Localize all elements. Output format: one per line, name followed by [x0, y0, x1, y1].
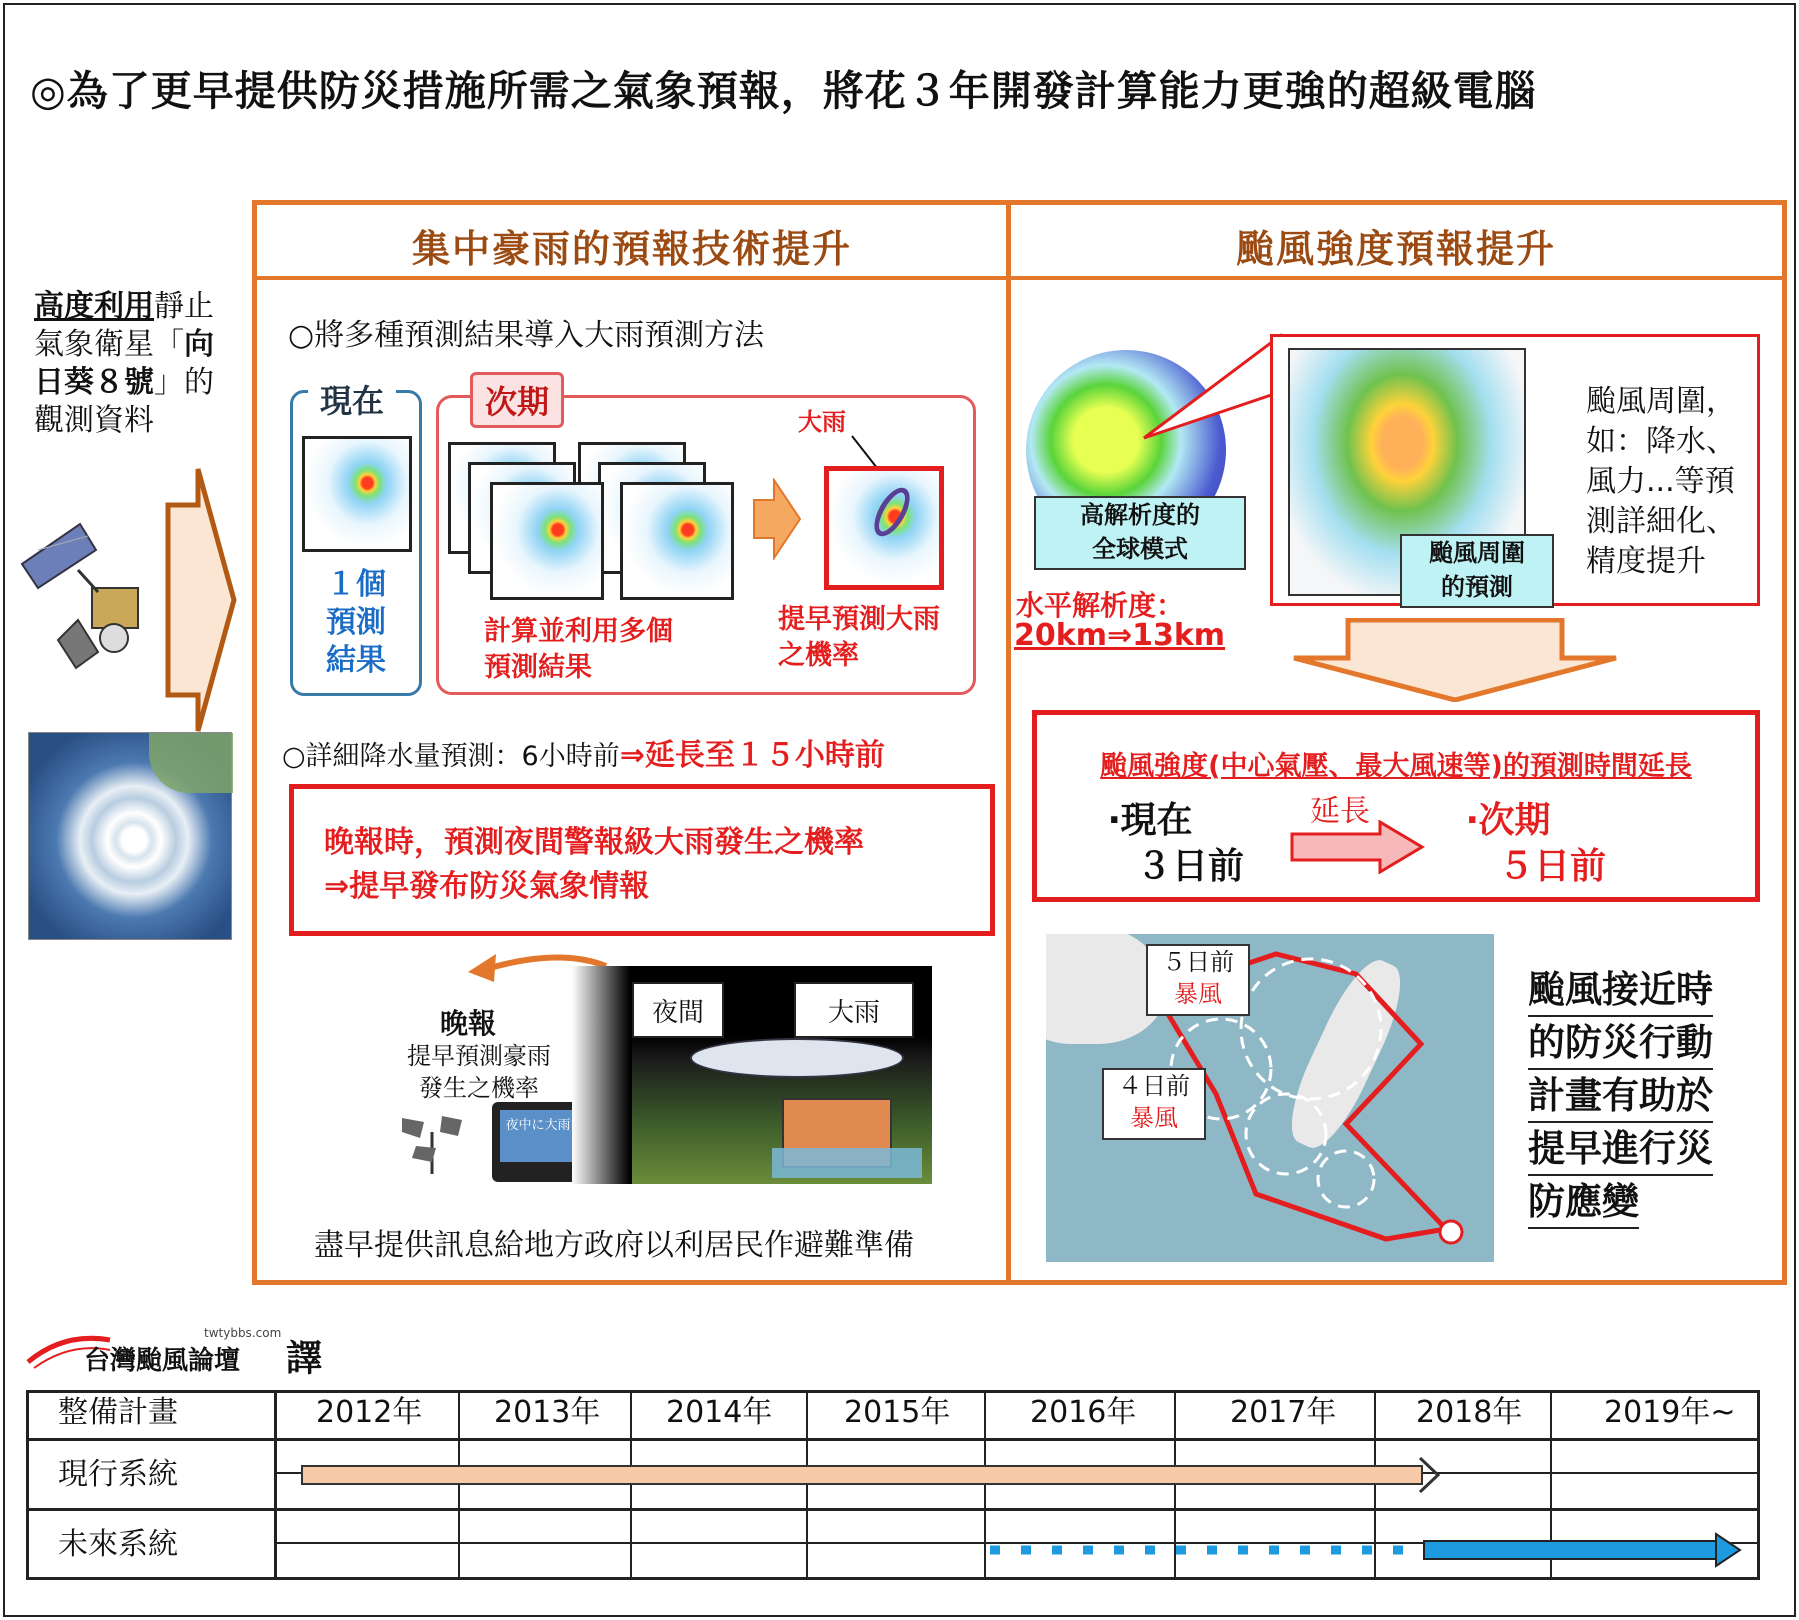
map-5day-text: ５日前 — [1162, 948, 1234, 976]
around-desc-line: 精度提升 — [1586, 544, 1706, 579]
year-2014: 2014年 — [666, 1395, 773, 1430]
year-2012: 2012年 — [316, 1395, 423, 1430]
current-caption-line: 預測 — [326, 605, 386, 640]
bullet2-prefix: ○詳細降水量預測：6小時前 — [282, 741, 620, 772]
page-title: ◎為了更早提供防災措施所需之氣象預報，將花３年開發計算能力更強的超級電腦 — [30, 67, 1537, 115]
right-arrow-icon — [160, 465, 240, 735]
schedule-header: 整備計畫 — [58, 1395, 178, 1430]
extend-arrow-icon — [1290, 820, 1426, 874]
around-desc-line: 測詳細化、 — [1586, 504, 1736, 539]
land-mass — [149, 733, 233, 793]
current-tag: 現在 — [308, 374, 396, 424]
global-model-line: 全球模式 — [1092, 535, 1188, 563]
row-future-system: 未來系統 — [58, 1527, 178, 1562]
logo-suffix: 譯 — [286, 1338, 323, 1379]
cloud-icon — [692, 1040, 902, 1076]
evening-report-sub — [384, 1040, 574, 1104]
map-5day-label — [1146, 944, 1250, 1016]
probability-ellipse — [867, 482, 917, 542]
global-model-line: 高解析度的 — [1080, 501, 1200, 529]
action-line: 計畫有助於 — [1528, 1070, 1713, 1123]
right-arrow-icon — [752, 478, 802, 560]
year-2018: 2018年 — [1416, 1395, 1523, 1430]
speaker-icon — [396, 1112, 466, 1178]
early-prob-line: 提早預測大雨 — [778, 604, 940, 635]
around-pred-line: 的預測 — [1441, 573, 1513, 601]
evening-sub-line: 提早預測豪雨 — [407, 1042, 551, 1070]
evening-line-1: 晚報時，預測夜間警報級大雨發生之機率 — [324, 825, 864, 860]
ensemble-map-5 — [490, 482, 604, 600]
heading-divider — [257, 276, 1782, 280]
heavy-rain-scene-label: 大雨 — [794, 982, 914, 1038]
satellite-use-bold: 高度利用 — [34, 289, 154, 324]
satellite-description — [34, 288, 234, 440]
evening-report-box — [289, 784, 995, 936]
typhoon-section-heading: 颱風強度預報提升 — [1235, 227, 1556, 271]
logo-url: twtybbs.com — [204, 1326, 282, 1340]
future-system-bar — [984, 1530, 1744, 1570]
year-2013: 2013年 — [494, 1395, 601, 1430]
map-4day-sub: 暴風 — [1130, 1104, 1178, 1132]
typhoon-satellite-image — [28, 732, 232, 940]
rain-bottom-caption: 盡早提供訊息給地方政府以利居民作避難準備 — [314, 1228, 914, 1263]
forum-logo — [24, 1326, 324, 1379]
multi-caption-line: 計算並利用多個 — [484, 616, 673, 647]
resolution-label: 水平解析度： — [1016, 589, 1185, 622]
year-2019: 2019年~ — [1604, 1395, 1736, 1430]
flood-water — [772, 1148, 922, 1178]
map-5day-sub: 暴風 — [1174, 980, 1222, 1008]
early-prob-line: 之機率 — [778, 640, 859, 671]
down-arrow-icon — [1290, 618, 1620, 702]
evening-sub-line: 發生之機率 — [419, 1074, 539, 1102]
early-probability-caption — [778, 602, 940, 674]
current-caption-line: 結果 — [326, 643, 386, 678]
multi-caption-line: 預測結果 — [484, 652, 592, 683]
ensemble-map-6 — [620, 482, 734, 600]
extension-title: 颱風強度(中心氣壓、最大風速等)的預測時間延長 — [1100, 751, 1692, 782]
global-model-label — [1034, 496, 1246, 570]
current-value: ３日前 — [1136, 846, 1245, 887]
year-2017: 2017年 — [1230, 1395, 1337, 1430]
action-line: 颱風接近時 — [1528, 964, 1713, 1017]
satellite-name: 向日葵８號 — [34, 327, 214, 400]
tv-screen: 夜中に大雨 — [500, 1110, 576, 1162]
current-caption-line: １個 — [326, 567, 386, 602]
rain-bullet-1: ○將多種預測結果導入大雨預測方法 — [288, 318, 765, 353]
current-caption — [292, 566, 420, 680]
rain-section-heading: 集中豪雨的預報技術提升 — [411, 227, 852, 271]
around-pred-line: 颱風周圍 — [1429, 539, 1525, 567]
night-label: 夜間 — [632, 982, 724, 1038]
bullet2-highlight: ⇒延長至１５小時前 — [619, 738, 885, 773]
action-plan-text — [1528, 964, 1713, 1229]
action-line: 的防災行動 — [1528, 1017, 1713, 1070]
around-desc-line: 如：降水、 — [1586, 424, 1736, 459]
satellite-use-rest: 靜止氣象衛星「 — [34, 289, 214, 362]
year-2016: 2016年 — [1030, 1395, 1137, 1430]
evening-report-title: 晚報 — [440, 1007, 497, 1040]
evening-line-2: ⇒提早發布防災氣象情報 — [324, 869, 650, 904]
multi-forecast-caption — [484, 614, 673, 686]
extend-label: 延長 — [1310, 794, 1370, 829]
section-divider — [1006, 205, 1011, 1280]
rain-probability-map — [824, 466, 944, 590]
single-forecast-map — [302, 436, 412, 552]
resolution-value: 20km⇒13km — [1014, 618, 1226, 653]
heavy-rain-label: 大雨 — [798, 408, 846, 436]
rain-bullet-2 — [282, 730, 885, 774]
map-4day-text: ４日前 — [1118, 1072, 1190, 1100]
next-label: ‧次期 — [1466, 800, 1551, 841]
next-value: ５日前 — [1498, 846, 1607, 887]
logo-text: 台灣颱風論壇 — [84, 1346, 241, 1376]
current-label: ‧現在 — [1108, 800, 1193, 841]
action-line: 防應變 — [1528, 1176, 1639, 1229]
around-desc-line: 颱風周圍， — [1586, 384, 1736, 419]
row-current-system: 現行系統 — [58, 1457, 178, 1492]
satellite-use-end: 」的觀測資料 — [34, 365, 214, 438]
around-pred-label — [1400, 534, 1554, 608]
action-line: 提早進行災 — [1528, 1123, 1713, 1176]
year-2015: 2015年 — [844, 1395, 951, 1430]
next-tag: 次期 — [470, 372, 564, 428]
around-description — [1586, 382, 1736, 582]
current-system-bar — [296, 1454, 1446, 1496]
around-desc-line: 風力...等預 — [1586, 464, 1735, 499]
evening-report-text — [324, 821, 864, 909]
map-4day-label — [1102, 1068, 1206, 1140]
satellite-icon — [18, 520, 158, 670]
tv-icon — [492, 1102, 584, 1182]
